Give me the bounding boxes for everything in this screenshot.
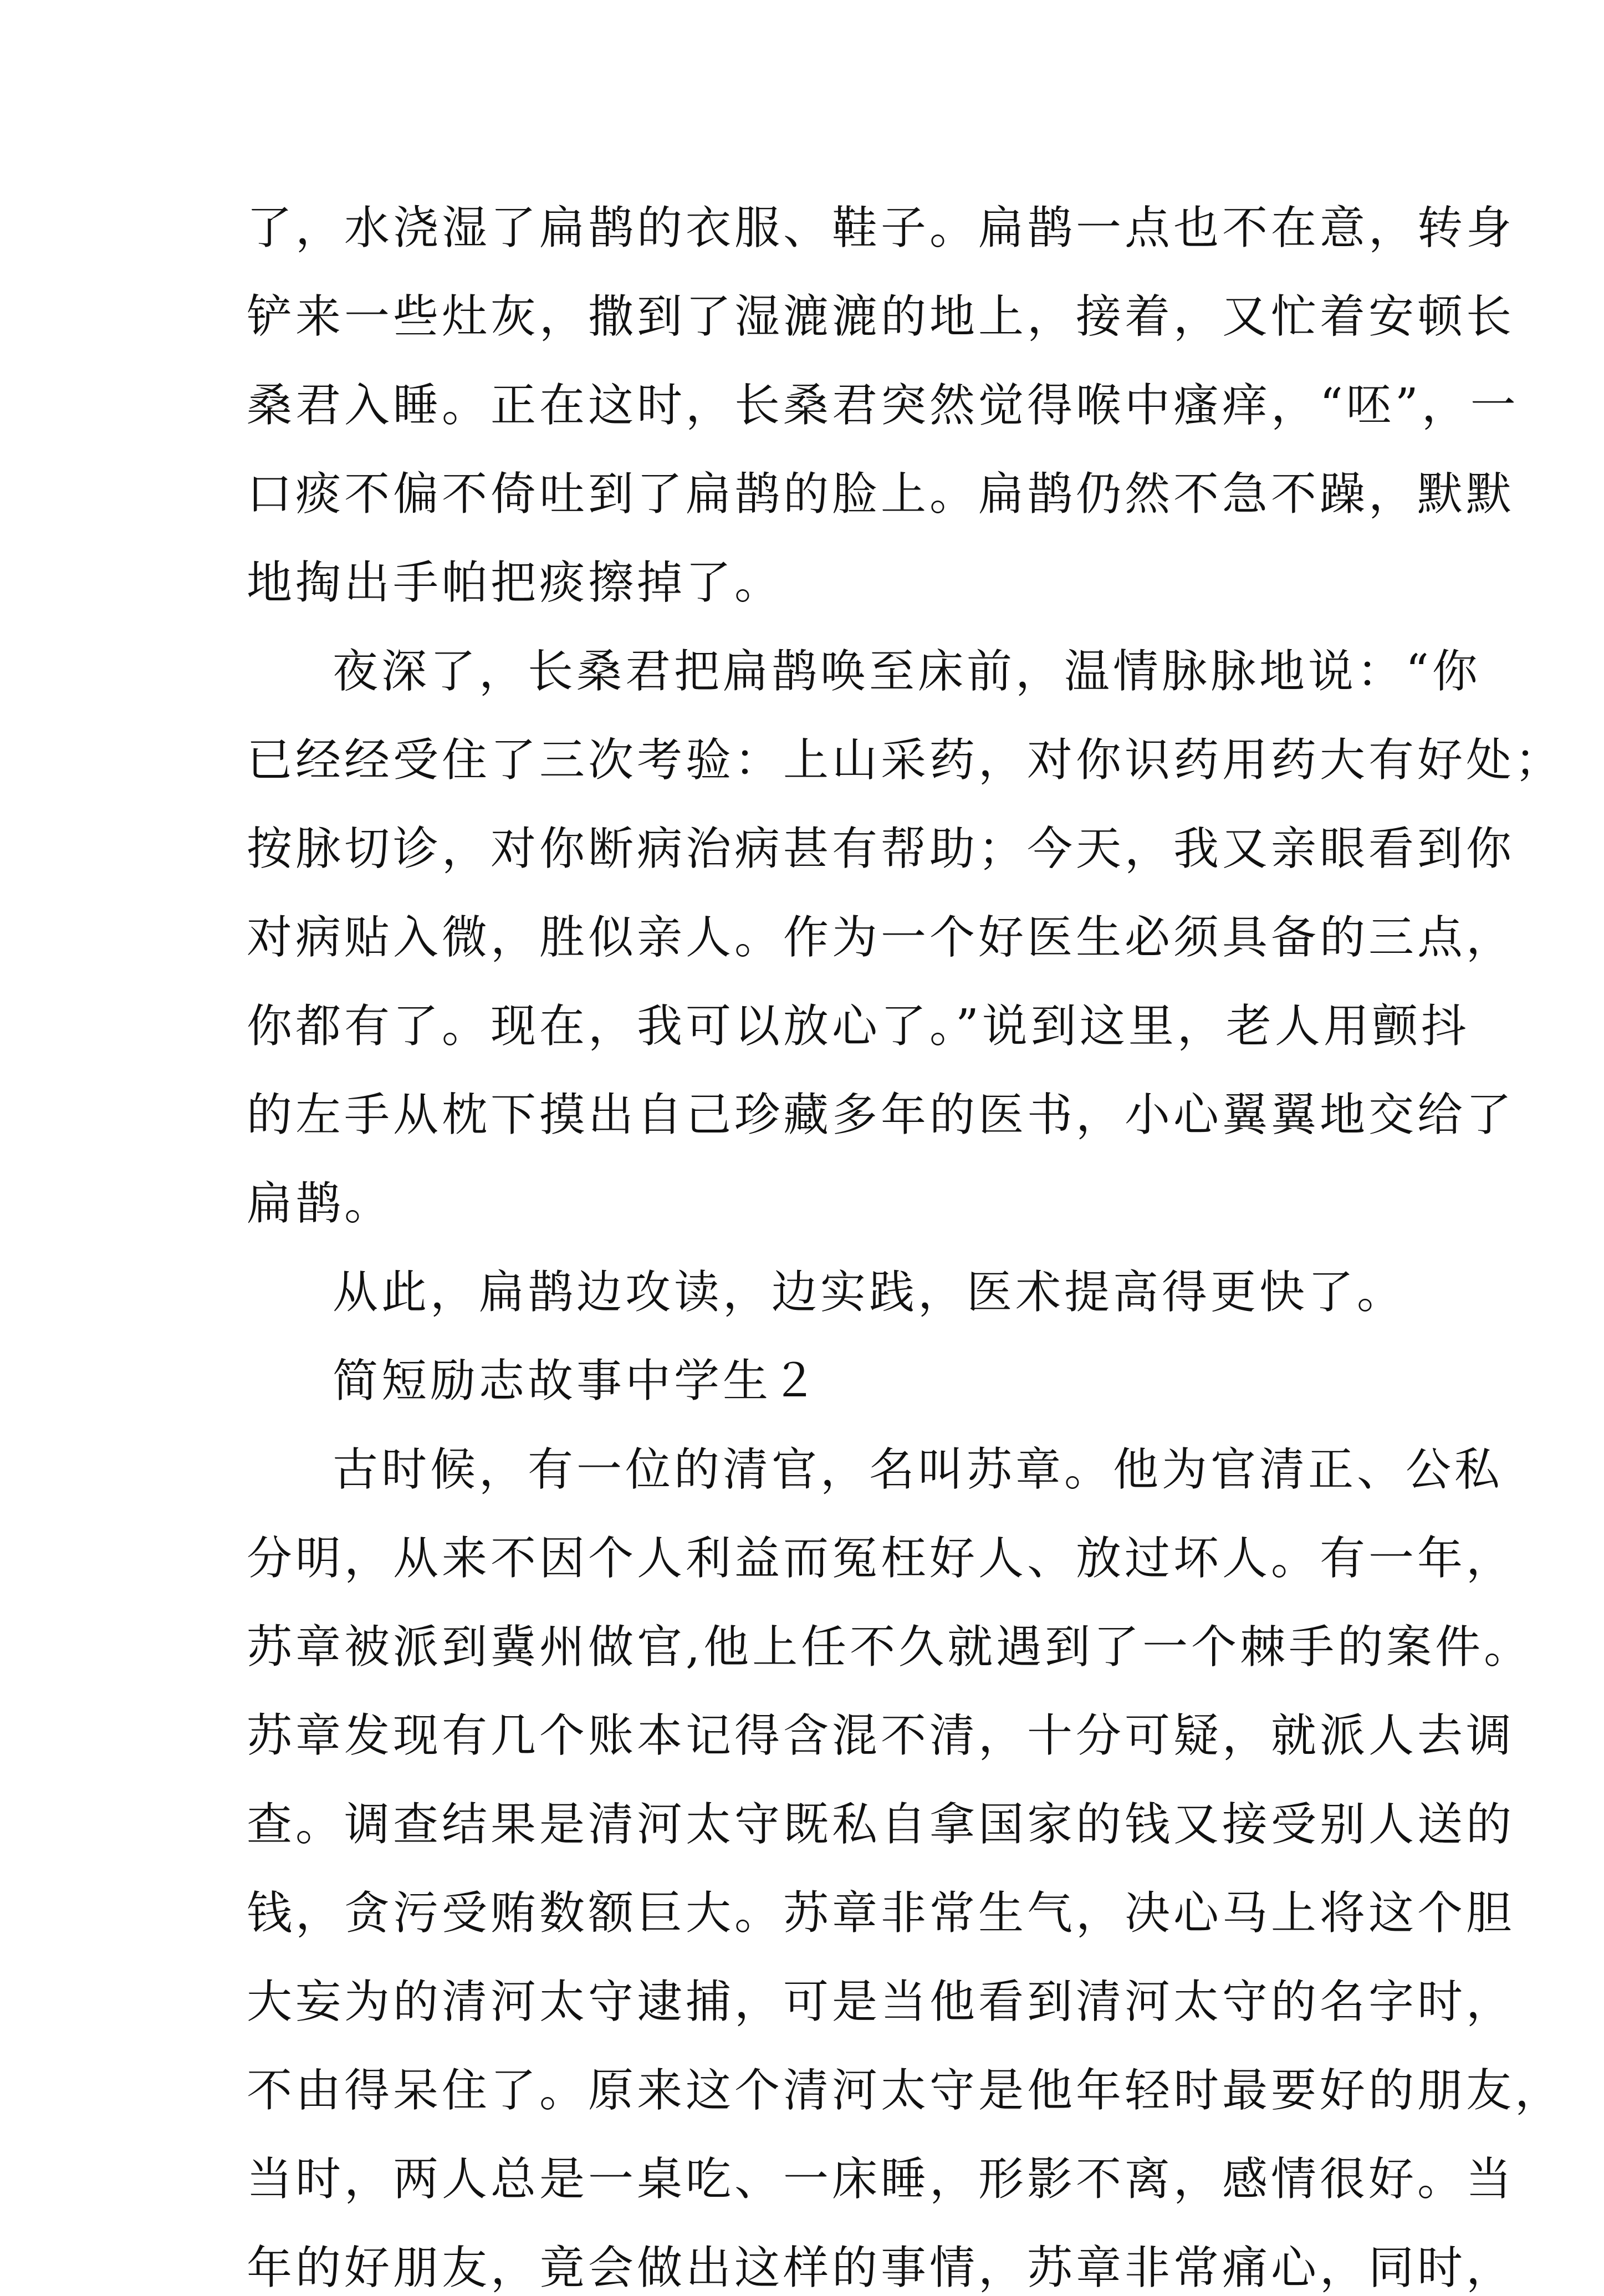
text-line: 对病贴入微，胜似亲人。作为一个好医生必须具备的三点， — [247, 911, 1515, 964]
text-line: 桑君入睡。正在这时，长桑君突然觉得喉中瘙痒，“呸”，一 — [247, 379, 1519, 432]
text-line: 铲来一些灶灰，撒到了湿漉漉的地上，接着，又忙着安顿长 — [247, 290, 1515, 343]
text-line: 不由得呆住了。原来这个清河太守是他年轻时最要好的朋友， — [247, 2064, 1564, 2117]
section-heading: 简短励志故事中学生２ — [333, 1355, 821, 1407]
text-line: 年的好朋友，竟会做出这样的事情，苏章非常痛心，同时， — [247, 2242, 1515, 2294]
text-line: 地掏出手帕把痰擦掉了。 — [247, 557, 784, 609]
paragraph-start-line: 从此，扁鹊边攻读，边实践，医术提高得更快了。 — [333, 1266, 1406, 1319]
paragraph-start-line: 古时候，有一位的清官，名叫苏章。他为官清正、公私 — [333, 1443, 1504, 1496]
text-line: 分明，从来不因个人利益而冤枉好人、放过坏人。有一年， — [247, 1532, 1515, 1585]
text-line: 大妄为的清河太守逮捕，可是当他看到清河太守的名字时， — [247, 1976, 1515, 2028]
text-line: 了，水浇湿了扁鹊的衣服、鞋子。扁鹊一点也不在意，转身 — [247, 202, 1515, 254]
text-line: 你都有了。现在，我可以放心了。”说到这里，老人用颤抖 — [247, 1000, 1470, 1053]
text-line: 查。调查结果是清河太守既私自拿国家的钱又接受别人送的 — [247, 1798, 1515, 1851]
text-line: 的左手从枕下摸出自己珍藏多年的医书，小心翼翼地交给了 — [247, 1089, 1515, 1141]
text-line: 钱，贪污受贿数额巨大。苏章非常生气，决心马上将这个胆 — [247, 1887, 1515, 1940]
text-line: 已经经受住了三次考验：上山采药，对你识药用药大有好处； — [247, 734, 1564, 787]
paragraph-start-line: 夜深了，长桑君把扁鹊唤至床前，温情脉脉地说：“你 — [333, 645, 1481, 698]
text-line: 按脉切诊，对你断病治病甚有帮助；今天，我又亲眼看到你 — [247, 823, 1515, 875]
text-line: 苏章被派到冀州做官,他上任不久就遇到了一个棘手的案件。 — [247, 1621, 1533, 1673]
text-line: 口痰不偏不倚吐到了扁鹊的脸上。扁鹊仍然不急不躁，默默 — [247, 468, 1515, 521]
text-line: 扁鹊。 — [247, 1177, 394, 1230]
text-line: 当时，两人总是一桌吃、一床睡，形影不离，感情很好。当 — [247, 2153, 1515, 2206]
text-line: 苏章发现有几个账本记得含混不清，十分可疑，就派人去调 — [247, 1710, 1515, 1762]
